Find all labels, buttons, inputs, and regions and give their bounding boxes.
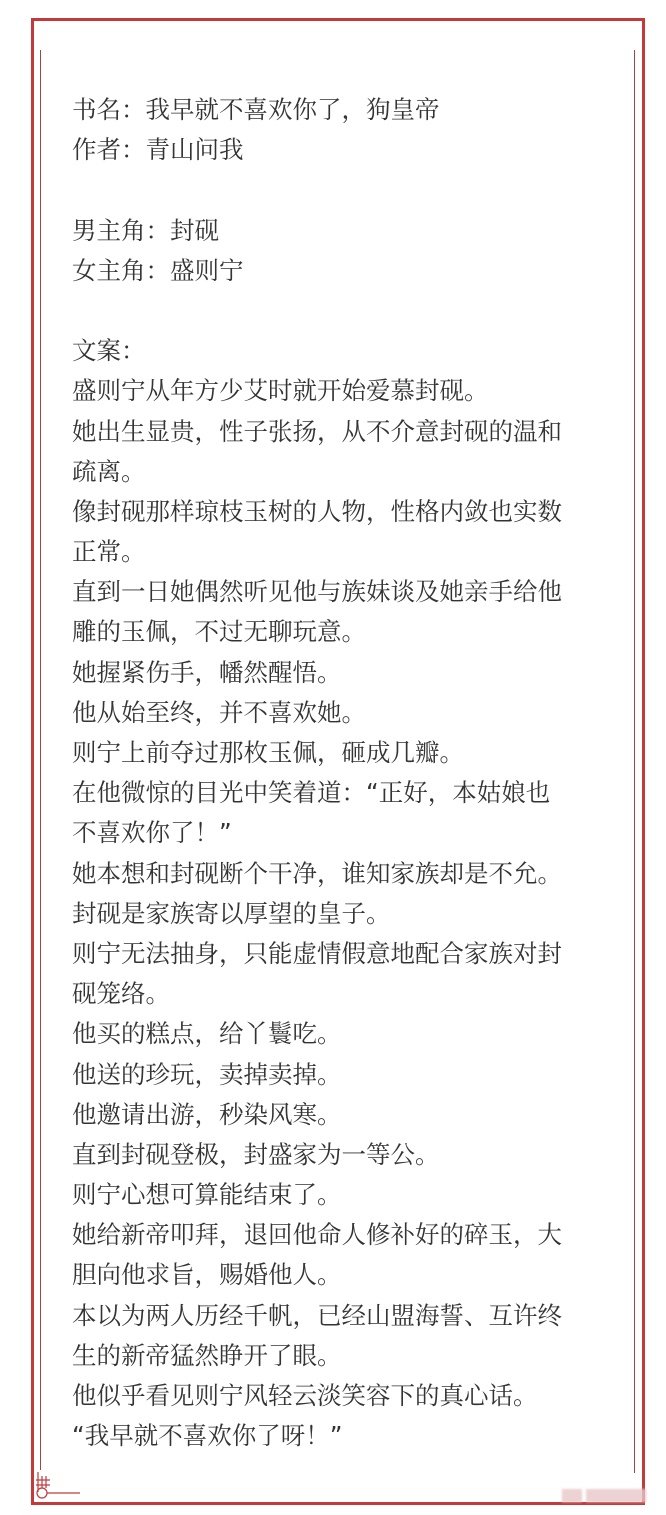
synopsis-line: 他邀请出游，秒染风寒。 [72, 1099, 342, 1129]
female-lead: 女主角：盛则宁 [72, 255, 244, 285]
synopsis-line: 她本想和封砚断个干净，谁知家族却是不允。 [72, 858, 562, 888]
synopsis-line: 直到一日她偶然听见他与族妹谈及她亲手给他 [72, 577, 562, 607]
synopsis-line: 本以为两人历经千帆，已经山盟海誓、互许终 [72, 1300, 562, 1330]
synopsis-line: 直到封砚登极，封盛家为一等公。 [72, 1139, 440, 1169]
synopsis-line: 则宁无法抽身，只能虚情假意地配合家族对封 [72, 938, 562, 968]
synopsis-line: 生的新帝猛然睁开了眼。 [72, 1340, 342, 1370]
synopsis-line: 砚笼络。 [72, 979, 170, 1009]
synopsis-line: 正常。 [72, 537, 146, 567]
synopsis-label: 文案： [72, 336, 146, 366]
spacer [72, 170, 562, 210]
synopsis-line: 像封砚那样琼枝玉树的人物，性格内敛也实数 [72, 496, 562, 526]
male-lead: 男主角：封砚 [72, 215, 219, 245]
synopsis-line: 则宁上前夺过那枚玉佩，砸成几瓣。 [72, 738, 464, 767]
synopsis-line: 不喜欢你了！” [72, 818, 232, 848]
watermark: ▇▇ ▇▇▇▇▇▇ [561, 1488, 646, 1503]
synopsis-line: 封砚是家族寄以厚望的皇子。 [72, 898, 391, 928]
synopsis-line: “我早就不喜欢你了呀！” [72, 1421, 343, 1451]
inner-right-rule [634, 50, 635, 1473]
synopsis-line: 则宁心想可算能结束了。 [72, 1180, 342, 1210]
synopsis-line: 他送的珍玩，卖掉卖掉。 [72, 1059, 342, 1089]
inner-left-rule [40, 50, 41, 1470]
book-info-text [72, 90, 562, 1456]
synopsis-line: 他从始至终，并不喜欢她。 [72, 697, 366, 727]
synopsis-line: 在他微惊的目光中笑着道：“正好，本姑娘也 [72, 778, 551, 808]
synopsis-line: 她给新帝叩拜，退回他命人修补好的碎玉，大 [72, 1220, 562, 1250]
synopsis-line: 他似乎看见则宁风轻云淡笑容下的真心话。 [72, 1381, 538, 1410]
synopsis-line: 盛则宁从年方少艾时就开始爱慕封砚。 [72, 376, 489, 406]
decorative-knot-icon [32, 1470, 82, 1500]
synopsis-line: 他买的糕点，给丫鬟吃。 [72, 1019, 342, 1049]
book-title: 书名：我早就不喜欢你了，狗皇帝 [72, 95, 440, 124]
synopsis-line: 雕的玉佩，不过无聊玩意。 [72, 617, 366, 647]
synopsis-line: 她出生显贵，性子张扬，从不介意封砚的温和 [72, 416, 562, 446]
synopsis-line: 她握紧伤手，幡然醒悟。 [72, 657, 342, 687]
book-author: 作者：青山问我 [72, 135, 244, 165]
spacer [72, 291, 562, 331]
synopsis-line: 疏离。 [72, 456, 146, 486]
synopsis [72, 371, 562, 1456]
synopsis-line: 胆向他求旨，赐婚他人。 [72, 1260, 342, 1290]
